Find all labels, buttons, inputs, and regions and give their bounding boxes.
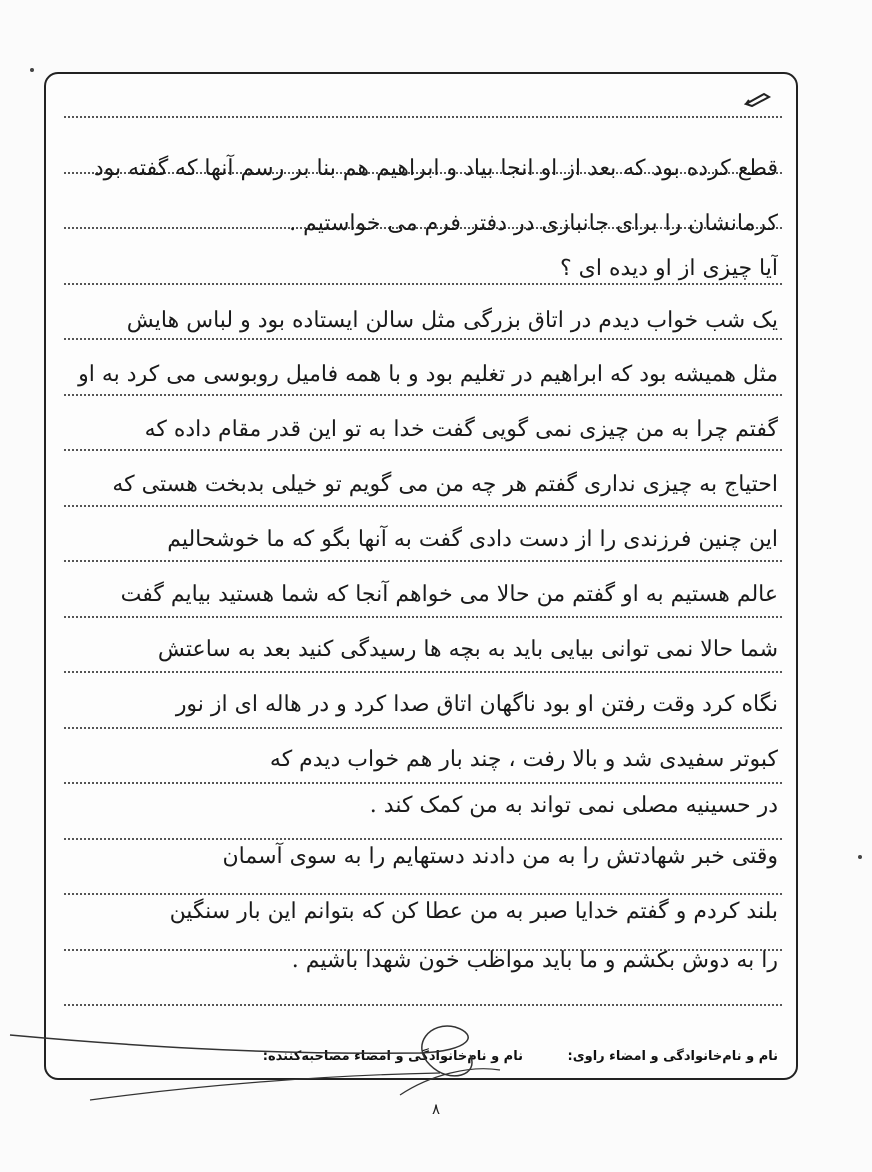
ruled-line [64,616,782,618]
ruled-line [64,671,782,673]
handwritten-line: نگاه کرد وقت رفتن او بود ناگهان اتاق صدا کرد و در هاله ای از نور [175,692,778,717]
interviewer-signature-label: نام و نام‌خانوادگی و امضاء مصاحبه‌کننده: [262,1049,523,1064]
scan-speck [30,68,34,72]
handwritten-line: شما حالا نمی توانی بیایی باید به بچه ها رسیدگی کنید بعد به ساعتش [157,637,778,662]
page-number: ۸ [431,1100,441,1118]
ruled-line [64,838,782,840]
handwritten-line: کرمانشان را برای جانبازی در دفتر فرم می خواستیم . [289,211,778,236]
ruled-line [64,782,782,784]
handwritten-line: را به دوش بکشم و ما باید مواظب خون شهدا باشیم . [291,948,778,973]
ruled-line [64,505,782,507]
handwritten-line: عالم هستیم به او گفتم من حالا می خواهم آنجا که شما هستید بیایم گفت [120,582,778,607]
scan-speck [858,855,862,859]
handwritten-line: قطع کرده بود که بعد از او انجا بیاد و ابراهیم هم بنا بر رسم آنها که گفته بود [93,156,778,181]
ruled-line [64,727,782,729]
handwritten-line: وقتی خبر شهادتش را به من دادند دستهایم را به سوی آسمان [222,844,778,869]
ruled-line [64,394,782,396]
handwritten-line: در حسینیه مصلی نمی تواند به من کمک کند . [369,793,778,818]
handwritten-line: بلند کردم و گفتم خدایا صبر به من عطا کن که بتوانم این بار سنگین [169,899,778,924]
handwritten-line: مثل همیشه بود که ابراهیم در تغلیم بود و با همه فامیل روبوسی می کرد به او [78,362,778,387]
ruled-line [64,338,782,340]
pen-icon [744,88,772,108]
form-frame [44,72,798,1080]
ruled-line [64,893,782,895]
handwritten-line: این چنین فرزندی را از دست دادی گفت به آنها بگو که ما خوشحالیم [167,527,778,552]
handwritten-line: آیا چیزی از او دیده ای ؟ [560,256,778,281]
handwritten-line: احتیاج به چیزی نداری گفتم هر چه من می گویم تو خیلی بدبخت هستی که [112,472,778,497]
handwritten-line: گفتم چرا به من چیزی نمی گویی گفت خدا به تو این قدر مقام داده که [144,417,778,442]
ruled-line [64,116,782,118]
handwritten-line: کبوتر سفیدی شد و بالا رفت ، چند بار هم خواب دیدم که [269,747,778,772]
narrator-signature-label: نام و نام‌خانوادگی و امضاء راوی: [567,1049,778,1064]
ruled-line [64,560,782,562]
handwritten-signature [0,1005,872,1115]
handwritten-line: یک شب خواب دیدم در اتاق بزرگی مثل سالن ایستاده بود و لباس هایش [126,308,778,333]
ruled-line [64,449,782,451]
